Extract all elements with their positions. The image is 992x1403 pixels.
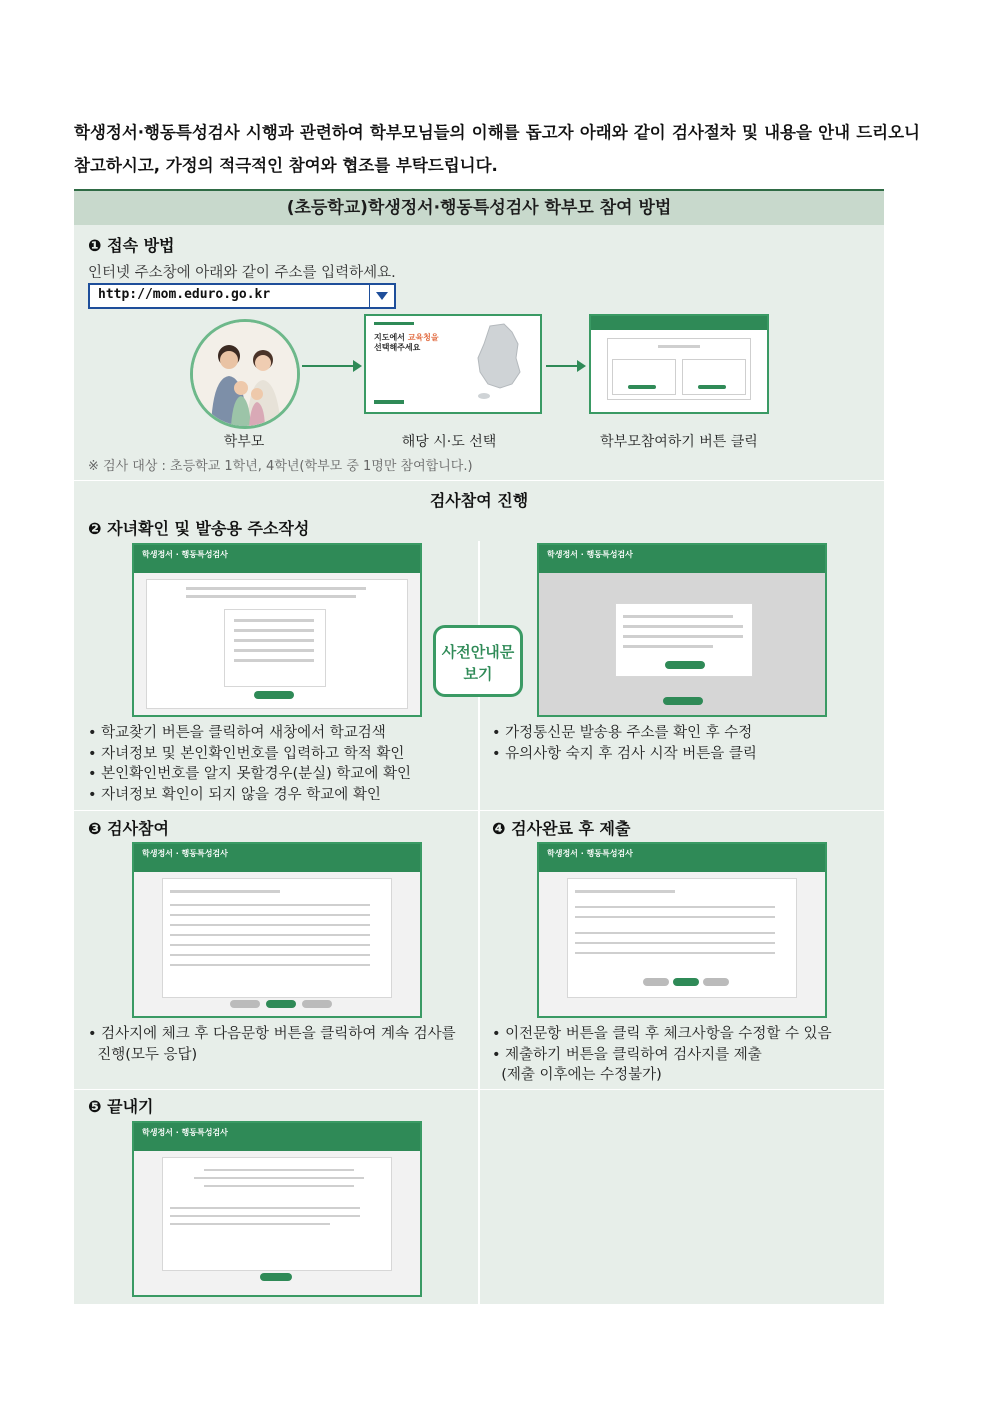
caption-participate: 학부모참여하기 버튼 클릭 xyxy=(600,434,758,450)
caption-region: 해당 시·도 선택 xyxy=(401,434,497,450)
section-2-heading: ❷ 자녀확인 및 발송용 주소작성 xyxy=(88,519,310,538)
divider xyxy=(74,480,884,481)
content-panel xyxy=(607,338,751,400)
korea-map-icon xyxy=(470,322,526,400)
section-3-bullets: • 검사지에 체크 후 다음문항 버튼을 클릭하여 계속 검사를 진행(모두 응답) xyxy=(88,1026,456,1063)
parent-photo xyxy=(190,319,300,429)
submit-button[interactable] xyxy=(673,978,699,986)
map-title: 지도에서 교육청을 선택해주세요 xyxy=(374,333,439,352)
temp-save-button[interactable] xyxy=(703,978,729,986)
target-note: ※ 검사 대상 : 초등학교 1학년, 4학년(학부모 중 1명만 참여합니다.) xyxy=(88,459,473,474)
divider xyxy=(480,1089,884,1090)
prev-question-button[interactable] xyxy=(643,978,669,986)
guide-card xyxy=(74,189,884,1304)
url-text: http://mom.eduro.go.kr xyxy=(98,287,271,302)
participate-button[interactable] xyxy=(698,385,726,389)
section-4-heading: ❹ 검사완료 후 제출 xyxy=(492,819,631,838)
card-title: (초등학교)학생정서·행동특성검사 학부모 참여 방법 xyxy=(74,191,884,225)
section-2-bullets-left: • 학교찾기 버튼을 클릭하여 새창에서 학교검색 • 자녀정보 및 본인확인번호를 입력하고 학적 확인 • 본인확인번호를 알지 못할경우(분실) 학교에 확인 • 자녀정보 확인이 되지 않을 경우 학교에 확인 xyxy=(88,725,412,803)
header-strip xyxy=(374,322,414,325)
url-field[interactable] xyxy=(88,283,396,309)
chevron-down-icon[interactable] xyxy=(369,285,394,307)
region-select-screenshot xyxy=(364,314,542,414)
completion-panel xyxy=(162,1157,392,1271)
family-illustration xyxy=(193,322,297,426)
text-line xyxy=(366,318,426,320)
parent-participation-screenshot xyxy=(589,314,769,414)
start-test-button[interactable] xyxy=(663,697,703,705)
child-verify-screenshot: 학생정서 · 행동특성검사 xyxy=(132,543,422,717)
submit-screenshot: 학생정서 · 행동특성검사 xyxy=(537,842,827,1018)
logo-strip xyxy=(374,400,404,404)
column-divider xyxy=(478,811,480,1304)
section-3-heading: ❸ 검사참여 xyxy=(88,819,169,838)
pre-guide-button[interactable]: 사전안내문 보기 xyxy=(433,625,523,697)
prev-question-button[interactable] xyxy=(230,1000,260,1008)
save-address-button[interactable] xyxy=(665,661,705,669)
test-screenshot: 학생정서 · 행동특성검사 xyxy=(132,842,422,1018)
header-bar xyxy=(591,316,767,330)
arrow-right-icon xyxy=(546,365,584,367)
address-screenshot: 학생정서 · 행동특성검사 xyxy=(537,543,827,717)
section-4-bullets: • 이전문항 버튼을 클릭 후 체크사항을 수정할 수 있음 • 제출하기 버튼을 클릭하여 검사지를 제출 (제출 이후에는 수정불가) xyxy=(492,1026,832,1083)
section-1-heading: ❶ 접속 방법 xyxy=(88,236,175,255)
section-1-instruction: 인터넷 주소창에 아래와 같이 주소를 입력하세요. xyxy=(88,265,396,281)
participate-button[interactable] xyxy=(628,385,656,389)
next-question-button[interactable] xyxy=(302,1000,332,1008)
confirm-button[interactable] xyxy=(254,691,294,699)
save-button[interactable] xyxy=(266,1000,296,1008)
section-5-heading: ❺ 끝내기 xyxy=(88,1097,154,1116)
caption-parent: 학부모 xyxy=(223,434,265,450)
progress-title: 검사참여 진행 xyxy=(429,491,529,510)
question-panel xyxy=(162,878,392,998)
finish-button[interactable] xyxy=(260,1273,292,1281)
intro-paragraph: 학생정서·행동특성검사 시행과 관련하여 학부모님들의 이해를 돕고자 아래와 같이 검사절차 및 내용을 안내 드리오니 참고하시고, 가정의 적극적인 참여와 협조를 부탁드립니다. xyxy=(74,123,920,175)
arrow-right-icon xyxy=(302,365,360,367)
divider xyxy=(74,1089,479,1090)
finish-screenshot: 학생정서 · 행동특성검사 xyxy=(132,1121,422,1297)
section-2-bullets-right: • 가정통신문 발송용 주소를 확인 후 수정 • 유의사항 숙지 후 검사 시작 버튼을 클릭 xyxy=(492,725,757,762)
